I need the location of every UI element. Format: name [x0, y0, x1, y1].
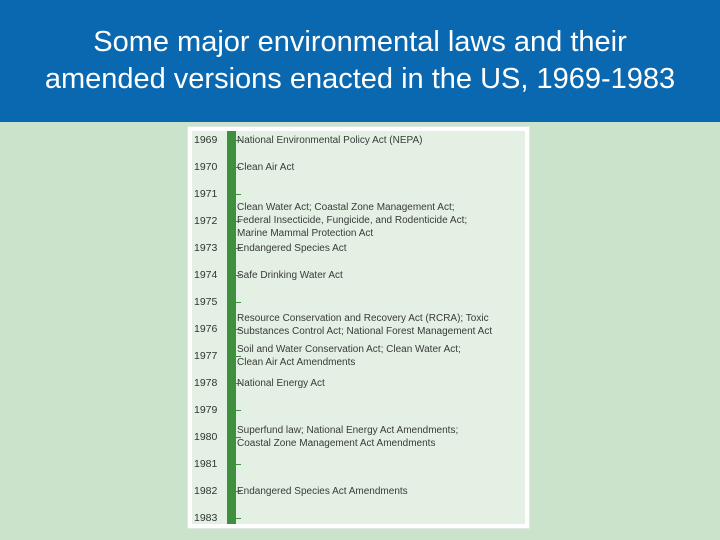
timeline-tick	[236, 410, 241, 411]
event-line: Clean Air Act	[237, 162, 295, 173]
event-1974	[237, 269, 522, 282]
year-label-1974: 1974	[194, 269, 218, 281]
event-line: Substances Control Act; National Forest Management Act	[237, 326, 493, 337]
year-label-1980: 1980	[194, 431, 218, 443]
year-label-1977: 1977	[194, 350, 218, 362]
event-line: Resource Conservation and Recovery Act (RCRA); Toxic	[237, 313, 489, 324]
timeline-background	[192, 131, 525, 524]
year-label-1978: 1978	[194, 377, 218, 389]
timeline-tick	[236, 464, 241, 465]
event-line: Clean Water Act; Coastal Zone Management Act;	[237, 202, 455, 213]
event-line: Safe Drinking Water Act	[237, 270, 343, 281]
event-line: Marine Mammal Protection Act	[237, 228, 374, 239]
event-line: Soil and Water Conservation Act; Clean Water Act;	[237, 344, 461, 355]
event-line: Endangered Species Act Amendments	[237, 486, 408, 497]
page-title-line-2: amended versions enacted in the US, 1969-1983	[44, 63, 676, 95]
event-1977	[237, 343, 522, 369]
year-label-1982: 1982	[194, 485, 218, 497]
event-1982	[237, 485, 522, 498]
year-label-1976: 1976	[194, 323, 218, 335]
event-1970	[237, 161, 522, 174]
year-label-1970: 1970	[194, 161, 218, 173]
year-label-1979: 1979	[194, 404, 218, 416]
event-line: Superfund law; National Energy Act Amendments;	[237, 425, 459, 436]
event-line: Clean Air Act Amendments	[237, 357, 356, 368]
timeline-tick	[236, 302, 241, 303]
year-label-1983: 1983	[194, 512, 218, 524]
event-line: Endangered Species Act	[237, 243, 347, 254]
title-bar	[0, 0, 720, 122]
year-label-1969: 1969	[194, 134, 218, 146]
timeline-tick	[236, 194, 241, 195]
year-label-1972: 1972	[194, 215, 218, 227]
year-label-1973: 1973	[194, 242, 218, 254]
event-1978	[237, 377, 522, 390]
timeline-bar	[227, 131, 236, 524]
event-1969	[237, 134, 522, 147]
timeline-tick	[236, 518, 241, 519]
event-1973	[237, 242, 522, 255]
event-1976	[237, 312, 522, 338]
event-line: National Environmental Policy Act (NEPA)	[237, 135, 423, 146]
year-label-1981: 1981	[194, 458, 218, 470]
event-line: National Energy Act	[237, 378, 325, 389]
page-title-line-1: Some major environmental laws and their	[93, 26, 627, 58]
event-line: Federal Insecticide, Fungicide, and Rodenticide Act;	[237, 215, 468, 226]
event-1972	[237, 201, 522, 240]
event-line: Coastal Zone Management Act Amendments	[237, 438, 436, 449]
timeline-figure	[187, 126, 530, 529]
event-1980	[237, 424, 522, 450]
year-label-1975: 1975	[194, 296, 218, 308]
year-label-1971: 1971	[194, 188, 218, 200]
